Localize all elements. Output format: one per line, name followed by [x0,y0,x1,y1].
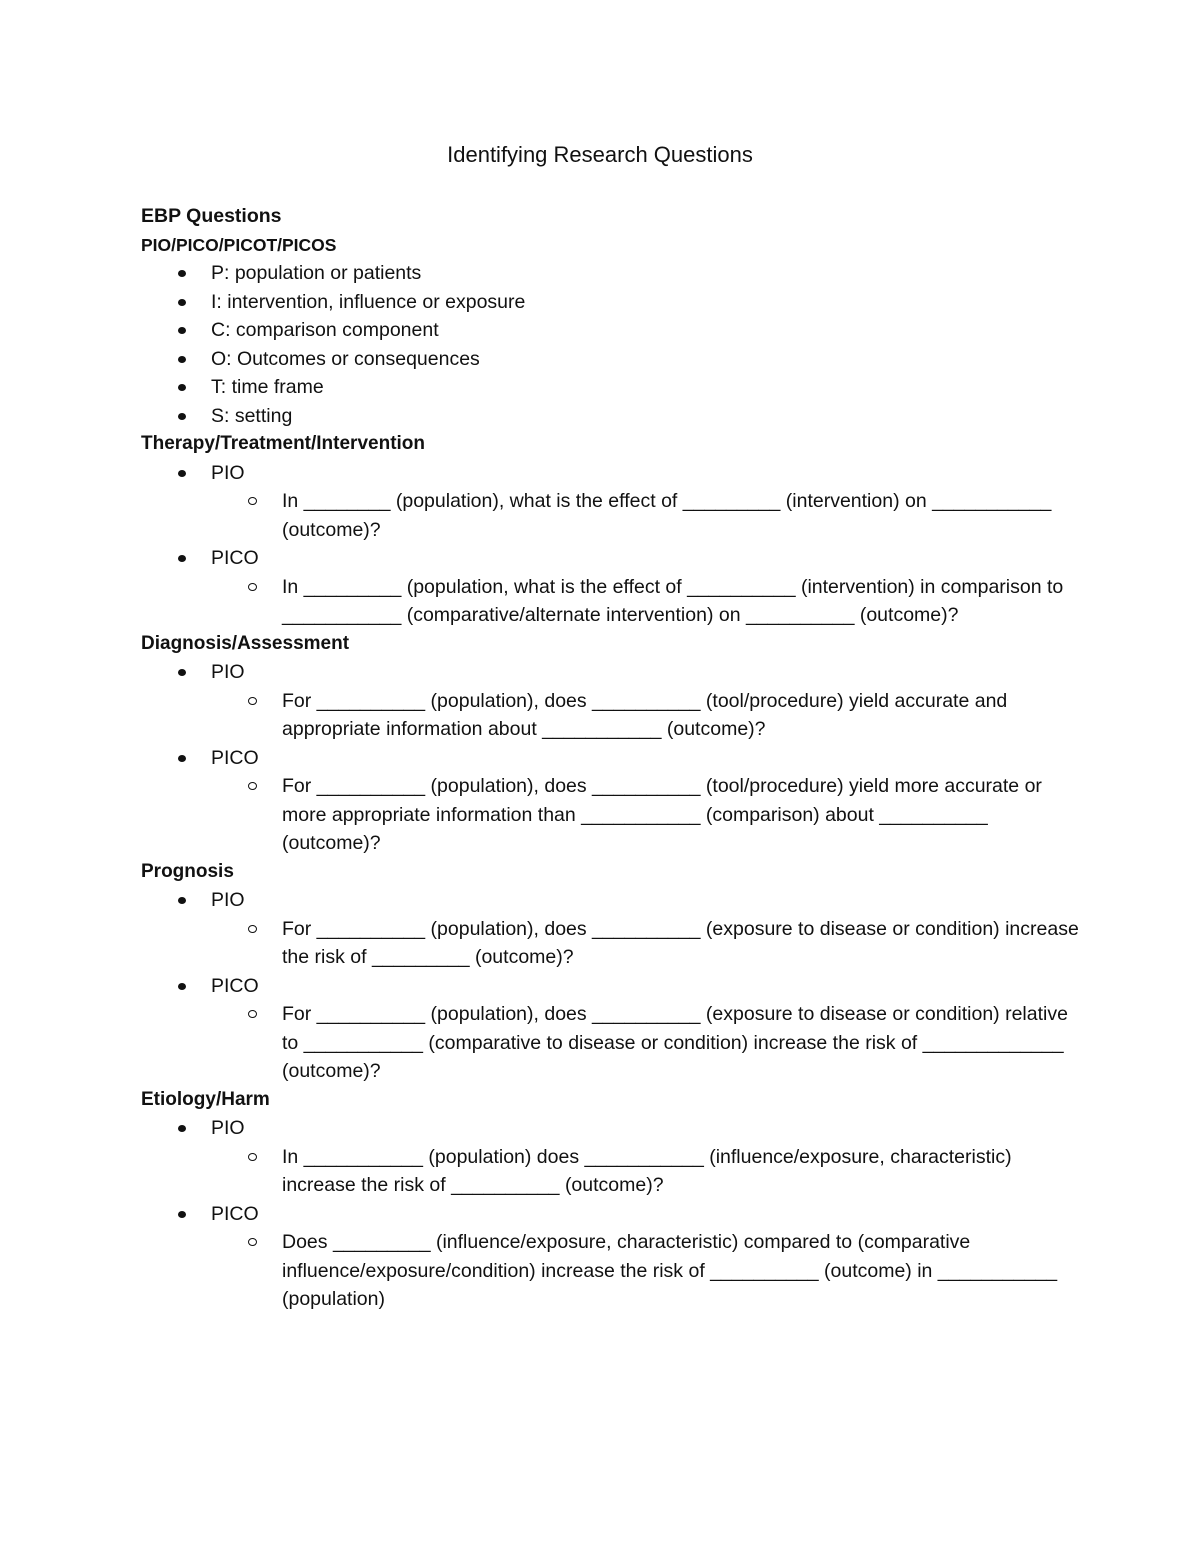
question-type-label: PICO [211,547,259,569]
question-text: For __________ (population), does __________ (tool/procedure) yield accurate and appropriate information about ___________ (outcome)? [282,689,1008,740]
question-type-label: PICO [211,746,259,769]
bullet-dot-icon [178,356,186,363]
section-list-diagnosis [141,658,1081,858]
bullet-dot-icon [178,270,186,277]
list-item [141,972,1081,1086]
bullet-dot-icon [178,470,186,477]
section-heading-prognosis: Prognosis [141,860,234,882]
question-text: For __________ (population), does __________ (exposure to disease or condition) relative to ___________ (comparative to disease or condition) increase the risk of _____________ (outcome)? [282,1003,1068,1082]
question-type-label: PIO [211,661,245,683]
bullet-dot-icon [178,1125,186,1132]
question-text: Does _________ (influence/exposure, characteristic) compared to (comparative influence/exposure/condition) increase the risk of __________ (outcome) in ___________ (population) [282,1231,1058,1310]
section-heading-therapy: Therapy/Treatment/Intervention [141,433,426,454]
bullet-dot-icon [178,327,186,334]
bullet-circle-icon [248,697,257,705]
question-text: For __________ (population), does __________ (tool/procedure) yield more accurate or more appropriate information than ___________ (comparison) about __________ (outcome)? [282,775,1042,854]
list-item [141,316,1081,345]
question-item [211,772,1081,858]
bullet-circle-icon [248,925,257,933]
question-list [211,573,1081,630]
bullet-dot-icon [178,897,186,904]
question-item [211,915,1081,972]
question-type-label: PIO [211,461,245,484]
ebp-subheading: PIO/PICO/PICOT/PICOS [141,234,337,255]
section-heading-diagnosis: Diagnosis/Assessment [141,632,350,654]
ebp-component-list [141,259,1081,430]
section-list-prognosis [141,886,1081,1086]
list-item [141,658,1081,744]
question-text: For __________ (population), does __________ (exposure to disease or condition) increase the risk of _________ (outcome)? [282,917,1079,968]
ebp-heading: EBP Questions [141,205,282,227]
section-list-etiology [141,1114,1081,1314]
list-item [141,345,1081,374]
list-item [141,1114,1081,1200]
question-list [211,1228,1081,1314]
list-item [141,373,1081,402]
page-title: Identifying Research Questions [447,142,753,167]
question-item [211,573,1081,630]
list-item-text: T: time frame [211,376,324,398]
question-text: In _________ (population, what is the effect of __________ (intervention) in comparison to ___________ (comparative/alternate intervention) on __________ (outcome)? [282,575,1064,626]
question-list [211,915,1081,972]
bullet-circle-icon [248,497,257,505]
bullet-circle-icon [248,782,257,790]
bullet-dot-icon [178,299,186,306]
question-type-label: PIO [211,889,245,911]
list-item-text: S: setting [211,404,293,427]
list-item-text: O: Outcomes or consequences [211,347,480,370]
bullet-dot-icon [178,413,186,420]
question-text: In ________ (population), what is the effect of _________ (intervention) on ___________ (outcome)? [282,490,1052,541]
list-item [141,402,1081,431]
question-item [211,1143,1081,1200]
bullet-circle-icon [248,1238,257,1246]
document-body [141,202,1081,1314]
question-list [211,687,1081,744]
question-item [211,1228,1081,1314]
question-type-label: PIO [211,1117,245,1139]
list-item [141,459,1081,545]
bullet-dot-icon [178,983,186,990]
list-item-text: I: intervention, influence or exposure [211,290,526,313]
list-item-text: C: comparison component [211,319,439,341]
section-heading-etiology: Etiology/Harm [141,1088,270,1110]
list-item [141,886,1081,972]
question-type-label: PICO [211,974,259,997]
question-item [211,487,1081,544]
question-list [211,1143,1081,1200]
question-type-label: PICO [211,1202,259,1225]
list-item [141,544,1081,630]
bullet-circle-icon [248,1153,257,1161]
question-text: In ___________ (population) does ___________ (influence/exposure, characteristic) increase the risk of __________ (outcome)? [282,1145,1012,1196]
question-list [211,1000,1081,1086]
section-list-therapy [141,459,1081,630]
list-item-text: P: population or patients [211,262,422,284]
bullet-circle-icon [248,583,257,591]
question-item [211,1000,1081,1086]
bullet-dot-icon [178,555,186,562]
bullet-dot-icon [178,669,186,676]
list-item [141,1200,1081,1314]
list-item [141,288,1081,317]
question-list [211,772,1081,858]
bullet-dot-icon [178,1211,186,1218]
question-list [211,487,1081,544]
bullet-dot-icon [178,755,186,762]
list-item [141,744,1081,858]
list-item [141,259,1081,288]
bullet-circle-icon [248,1010,257,1018]
question-item [211,687,1081,744]
bullet-dot-icon [178,384,186,391]
